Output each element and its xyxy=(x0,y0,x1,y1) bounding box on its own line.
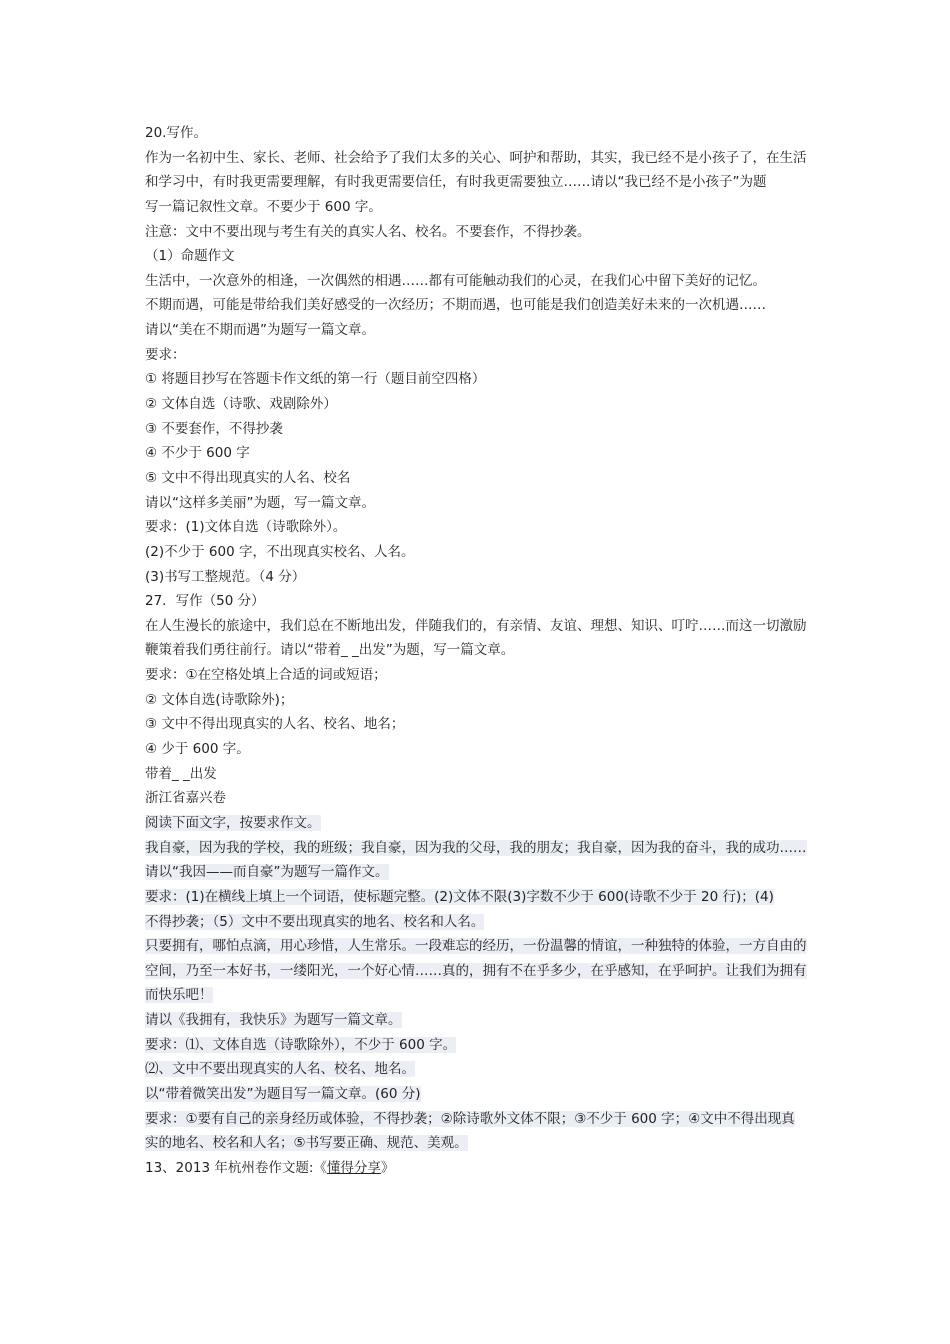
text-line-content: ⑤ 文中不得出现真实的人名、校名 xyxy=(145,469,351,486)
text-line-content: (3)书写工整规范。（4 分） xyxy=(145,568,306,585)
text-line-content: 请以《我拥有，我快乐》为题写一篇文章。 xyxy=(145,1012,402,1029)
text-line-content: ③ 文中不得出现真实的人名、校名、地名； xyxy=(145,716,405,733)
text-line xyxy=(145,737,825,762)
text-line xyxy=(145,836,825,861)
text-line xyxy=(145,515,825,540)
text-line xyxy=(145,786,825,811)
text-line-content: 作为一名初中生、家长、老师、社会给予了我们太多的关心、呵护和帮助，其实，我已经不是小孩子了，在生活 xyxy=(145,149,807,166)
text-line-content: 浙江省嘉兴卷 xyxy=(145,790,226,807)
text-line xyxy=(145,762,825,787)
text-line xyxy=(145,910,825,935)
text-line xyxy=(145,244,825,269)
text-line-content: 要求：(1)在横线上填上一个词语，使标题完整。(2)文体不限(3)字数不少于 600(诗歌不少于 20 行)；(4) xyxy=(145,888,774,905)
text-line xyxy=(145,195,825,220)
text-line xyxy=(145,860,825,885)
text-line-content: 20.写作。 xyxy=(145,125,207,141)
text-line-content: 要求：(1)文体自选（诗歌除外）。 xyxy=(145,519,347,536)
text-line xyxy=(145,1033,825,1058)
text-line-hangzhou xyxy=(145,1156,825,1181)
text-line-content: 鞭策着我们勇往前行。请以“带着_ _出发”为题，写一篇文章。 xyxy=(145,642,515,659)
text-line-content: 请以“这样多美丽”为题，写一篇文章。 xyxy=(145,494,375,511)
text-line xyxy=(145,343,825,368)
text-line-content: （1）命题作文 xyxy=(145,248,235,265)
text-line xyxy=(145,367,825,392)
text-line-content: 请以“我因——而自豪”为题写一篇作文。 xyxy=(145,864,389,881)
hangzhou-suffix: 》 xyxy=(380,1159,395,1176)
text-line-content: 要求：①要有自己的亲身经历或体验，不得抄袭；②除诗歌外文体不限；③不少于 600 字；④文中不得出现真 xyxy=(145,1110,795,1127)
text-line-content: 以“带着微笑出发”为题目写一篇文章。(60 分) xyxy=(145,1085,421,1102)
text-line-content: 要求： xyxy=(145,346,186,363)
text-line xyxy=(145,1008,825,1033)
text-line xyxy=(145,1082,825,1107)
text-line-content: 不期而遇，可能是带给我们美好感受的一次经历；不期而遇，也可能是我们创造美好未来的一次机遇…… xyxy=(145,297,766,314)
text-line-content: ① 将题目抄写在答题卡作文纸的第一行（题目前空四格） xyxy=(145,371,486,388)
text-line-content: 要求：⑴、文体自选（诗歌除外），不少于 600 字。 xyxy=(145,1036,457,1053)
text-line xyxy=(145,466,825,491)
text-line-content: 在人生漫长的旅途中，我们总在不断地出发，伴随我们的，有亲情、友谊、理想、知识、叮咛……而这一切激励 xyxy=(145,617,807,634)
text-line-content: 不得抄袭；（5）文中不要出现真实的地名、校名和人名。 xyxy=(145,913,485,930)
hangzhou-prefix: 13、2013 年杭州卷作文题:《 xyxy=(145,1159,327,1176)
text-line-content: 我自豪，因为我的学校，我的班级；我自豪，因为我的父母，我的朋友；我自豪，因为我的奋斗，我的成功…… xyxy=(145,839,807,856)
text-line xyxy=(145,688,825,713)
text-line-content: 带着_ _出发 xyxy=(145,765,217,782)
text-line xyxy=(145,885,825,910)
text-line xyxy=(145,318,825,343)
text-line-content: 生活中，一次意外的相逢，一次偶然的相遇……都有可能触动我们的心灵，在我们心中留下美好的记忆。 xyxy=(145,272,766,289)
text-line xyxy=(145,1131,825,1156)
text-line xyxy=(145,293,825,318)
text-line xyxy=(145,1107,825,1132)
text-line xyxy=(145,269,825,294)
text-line xyxy=(145,1057,825,1082)
text-line-content: 请以“美在不期而遇”为题写一篇文章。 xyxy=(145,322,375,339)
text-line xyxy=(145,170,825,195)
text-line xyxy=(145,565,825,590)
text-line xyxy=(145,811,825,836)
text-line-content: ④ 少于 600 字。 xyxy=(145,741,250,758)
text-line xyxy=(145,417,825,442)
text-line xyxy=(145,614,825,639)
text-line xyxy=(145,983,825,1008)
text-line xyxy=(145,540,825,565)
document-body xyxy=(145,121,825,1181)
text-line xyxy=(145,441,825,466)
text-line-content: ④ 不少于 600 字 xyxy=(145,445,250,462)
text-line-content: 写一篇记叙性文章。不要少于 600 字。 xyxy=(145,198,382,215)
text-line-content: 空间，乃至一本好书，一缕阳光，一个好心情……真的，拥有不在乎多少，在乎感知，在乎呵护。让我们为拥有 xyxy=(145,962,807,979)
text-line xyxy=(145,712,825,737)
text-line-content: 和学习中，有时我更需要理解，有时我更需要信任，有时我更需要独立……请以“我已经不是小孩子”为题 xyxy=(145,174,767,191)
text-line-content: 而快乐吧！ xyxy=(145,987,213,1004)
text-line xyxy=(145,491,825,516)
text-line-content: (2)不少于 600 字，不出现真实校名、人名。 xyxy=(145,543,415,560)
text-line-content: 只要拥有，哪怕点滴，用心珍惜，人生常乐。一段难忘的经历，一份温馨的情谊，一种独特的体验，一方自由的 xyxy=(145,938,807,955)
hangzhou-title-link[interactable]: 懂得分享 xyxy=(326,1159,381,1176)
text-line-content: ② 文体自选（诗歌、戏剧除外） xyxy=(145,396,337,413)
text-line xyxy=(145,392,825,417)
text-line xyxy=(145,934,825,959)
text-line-content: ② 文体自选(诗歌除外)； xyxy=(145,691,294,708)
text-line-content: 注意：文中不要出现与考生有关的真实人名、校名。不要套作，不得抄袭。 xyxy=(145,223,591,240)
text-line xyxy=(145,121,825,146)
text-line-content: 要求：①在空格处填上合适的词或短语； xyxy=(145,667,387,684)
text-line xyxy=(145,146,825,171)
text-line xyxy=(145,663,825,688)
text-line xyxy=(145,220,825,245)
text-line xyxy=(145,638,825,663)
text-line-content: 27．写作（50 分） xyxy=(145,593,265,610)
text-line xyxy=(145,589,825,614)
text-line-content: ⑵、文中不要出现真实的人名、校名、地名。 xyxy=(145,1061,415,1078)
text-line-content: 阅读下面文字，按要求作文。 xyxy=(145,814,321,831)
text-line xyxy=(145,959,825,984)
text-line-content: 实的地名、校名和人名；⑤书写要正确、规范、美观。 xyxy=(145,1135,468,1152)
text-line-content: ③ 不要套作，不得抄袭 xyxy=(145,420,283,437)
